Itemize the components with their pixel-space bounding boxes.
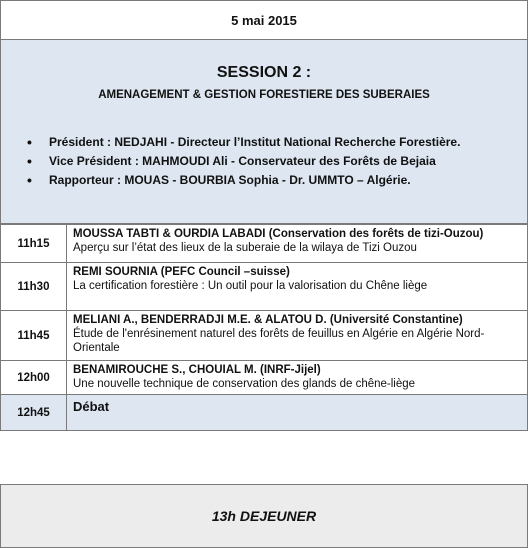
speaker-name: MOUSSA TABTI & OURDIA LABADI (Conservation des forêts de tizi-Ouzou)	[73, 228, 484, 240]
schedule-row	[1, 263, 528, 311]
schedule-time: 11h30	[1, 263, 67, 311]
lunch-banner	[0, 484, 528, 548]
role-label: Vice Président	[49, 154, 132, 168]
schedule-entry	[67, 361, 528, 395]
schedule-table	[0, 224, 528, 431]
schedule-entry	[67, 311, 528, 361]
schedule-row	[1, 311, 528, 361]
role-text: : NEDJAHI - Directeur l’Institut National Recherche Forestière.	[103, 135, 461, 149]
schedule-entry	[67, 225, 528, 263]
role-vice-president	[27, 153, 522, 170]
schedule-time: 12h45	[1, 395, 67, 431]
schedule-row	[1, 225, 528, 263]
schedule-entry	[67, 263, 528, 311]
role-rapporteur	[27, 172, 522, 189]
debat-label: Débat	[67, 395, 528, 431]
schedule-row-debat	[1, 395, 528, 431]
session-subtitle: AMENAGEMENT & GESTION FORESTIERE DES SUBERAIES	[98, 89, 430, 101]
role-label: Rapporteur	[49, 173, 114, 187]
speaker-name: BENAMIROUCHE S., CHOUIAL M. (INRF-Jijel)	[73, 364, 321, 376]
session-title: SESSION 2 :	[216, 64, 312, 81]
session-roles	[27, 134, 522, 191]
role-text: : MOUAS - BOURBIA Sophia - Dr. UMMTO – Algérie.	[113, 173, 411, 187]
talk-title: Aperçu sur l’état des lieux de la suberaie de la wilaya de Tizi Ouzou	[73, 242, 417, 254]
schedule-row	[1, 361, 528, 395]
session-block	[0, 40, 528, 224]
role-label: Président	[49, 135, 104, 149]
schedule-time: 11h15	[1, 225, 67, 263]
talk-title: Une nouvelle technique de conservation des glands de chêne-liège	[73, 378, 416, 390]
lunch-label: 13h DEJEUNER	[211, 508, 317, 524]
role-text: : MAHMOUDI Ali - Conservateur des Forêts de Bejaia	[131, 154, 436, 168]
bullet-icon: •	[27, 134, 32, 150]
schedule-time: 11h45	[1, 311, 67, 361]
talk-title: Étude de l'enrésinement naturel des forêts de feuillus en Algérie en Algérie Nord-Orientale	[73, 328, 485, 354]
bullet-icon: •	[27, 172, 32, 188]
talk-title: La certification forestière : Un outil pour la valorisation du Chêne liège	[73, 280, 428, 292]
speaker-name: REMI SOURNIA (PEFC Council –suisse)	[73, 266, 290, 278]
speaker-name: MELIANI A., BENDERRADJI M.E. & ALATOU D. (Université Constantine)	[73, 314, 463, 326]
schedule-time: 12h00	[1, 361, 67, 395]
bullet-icon: •	[27, 153, 32, 169]
date-text: 5 mai 2015	[231, 12, 297, 28]
date-header	[0, 0, 528, 40]
role-president	[27, 134, 522, 151]
